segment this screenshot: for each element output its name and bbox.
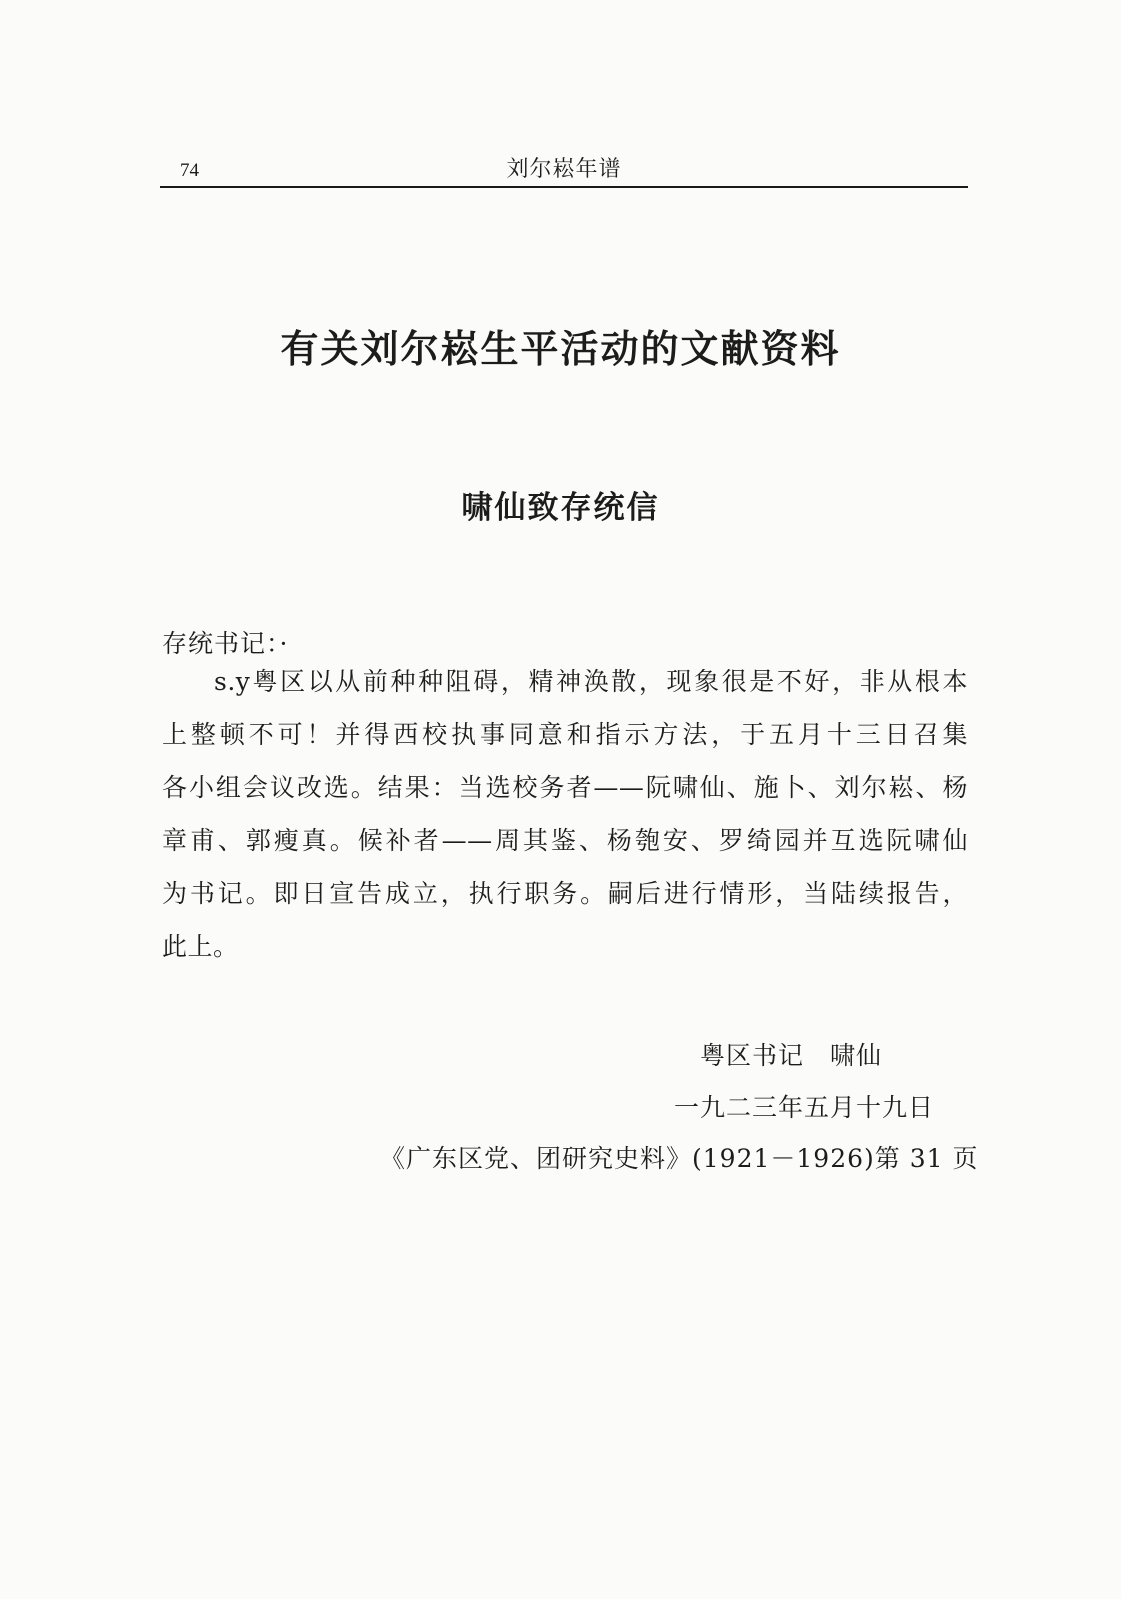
letter-body-line: 各小组会议改选。结果：当选校务者——阮啸仙、施卜、刘尔崧、杨 xyxy=(162,773,968,802)
letter-signature: 粤区书记 啸仙 xyxy=(700,1041,883,1070)
letter-body-line: 此上。 xyxy=(162,932,239,961)
page-header xyxy=(160,148,968,188)
letter-title: 啸仙致存统信 xyxy=(461,490,660,526)
source-citation: 《广东区党、团研究史料》(1921－1926)第 31 页 xyxy=(380,1144,979,1173)
letter-date: 一九二三年五月十九日 xyxy=(674,1093,935,1122)
letter-salutation: 存统书记：· xyxy=(162,629,289,658)
main-title: 有关刘尔崧生平活动的文献资料 xyxy=(280,327,841,371)
running-title: 刘尔崧年谱 xyxy=(506,157,622,182)
letter-body-line: 上整顿不可！并得西校执事同意和指示方法，于五月十三日召集 xyxy=(162,720,968,749)
letter-body-line: 为书记。即日宣告成立，执行职务。嗣后进行情形，当陆续报告， xyxy=(162,879,968,908)
page-number: 74 xyxy=(180,160,199,181)
letter-body-line: s.y粤区以从前种种阻碍，精神涣散，现象很是不好，非从根本 xyxy=(214,667,968,696)
letter-body-line: 章甫、郭瘦真。候补者——周其鉴、杨匏安、罗绮园并互选阮啸仙 xyxy=(162,826,968,855)
